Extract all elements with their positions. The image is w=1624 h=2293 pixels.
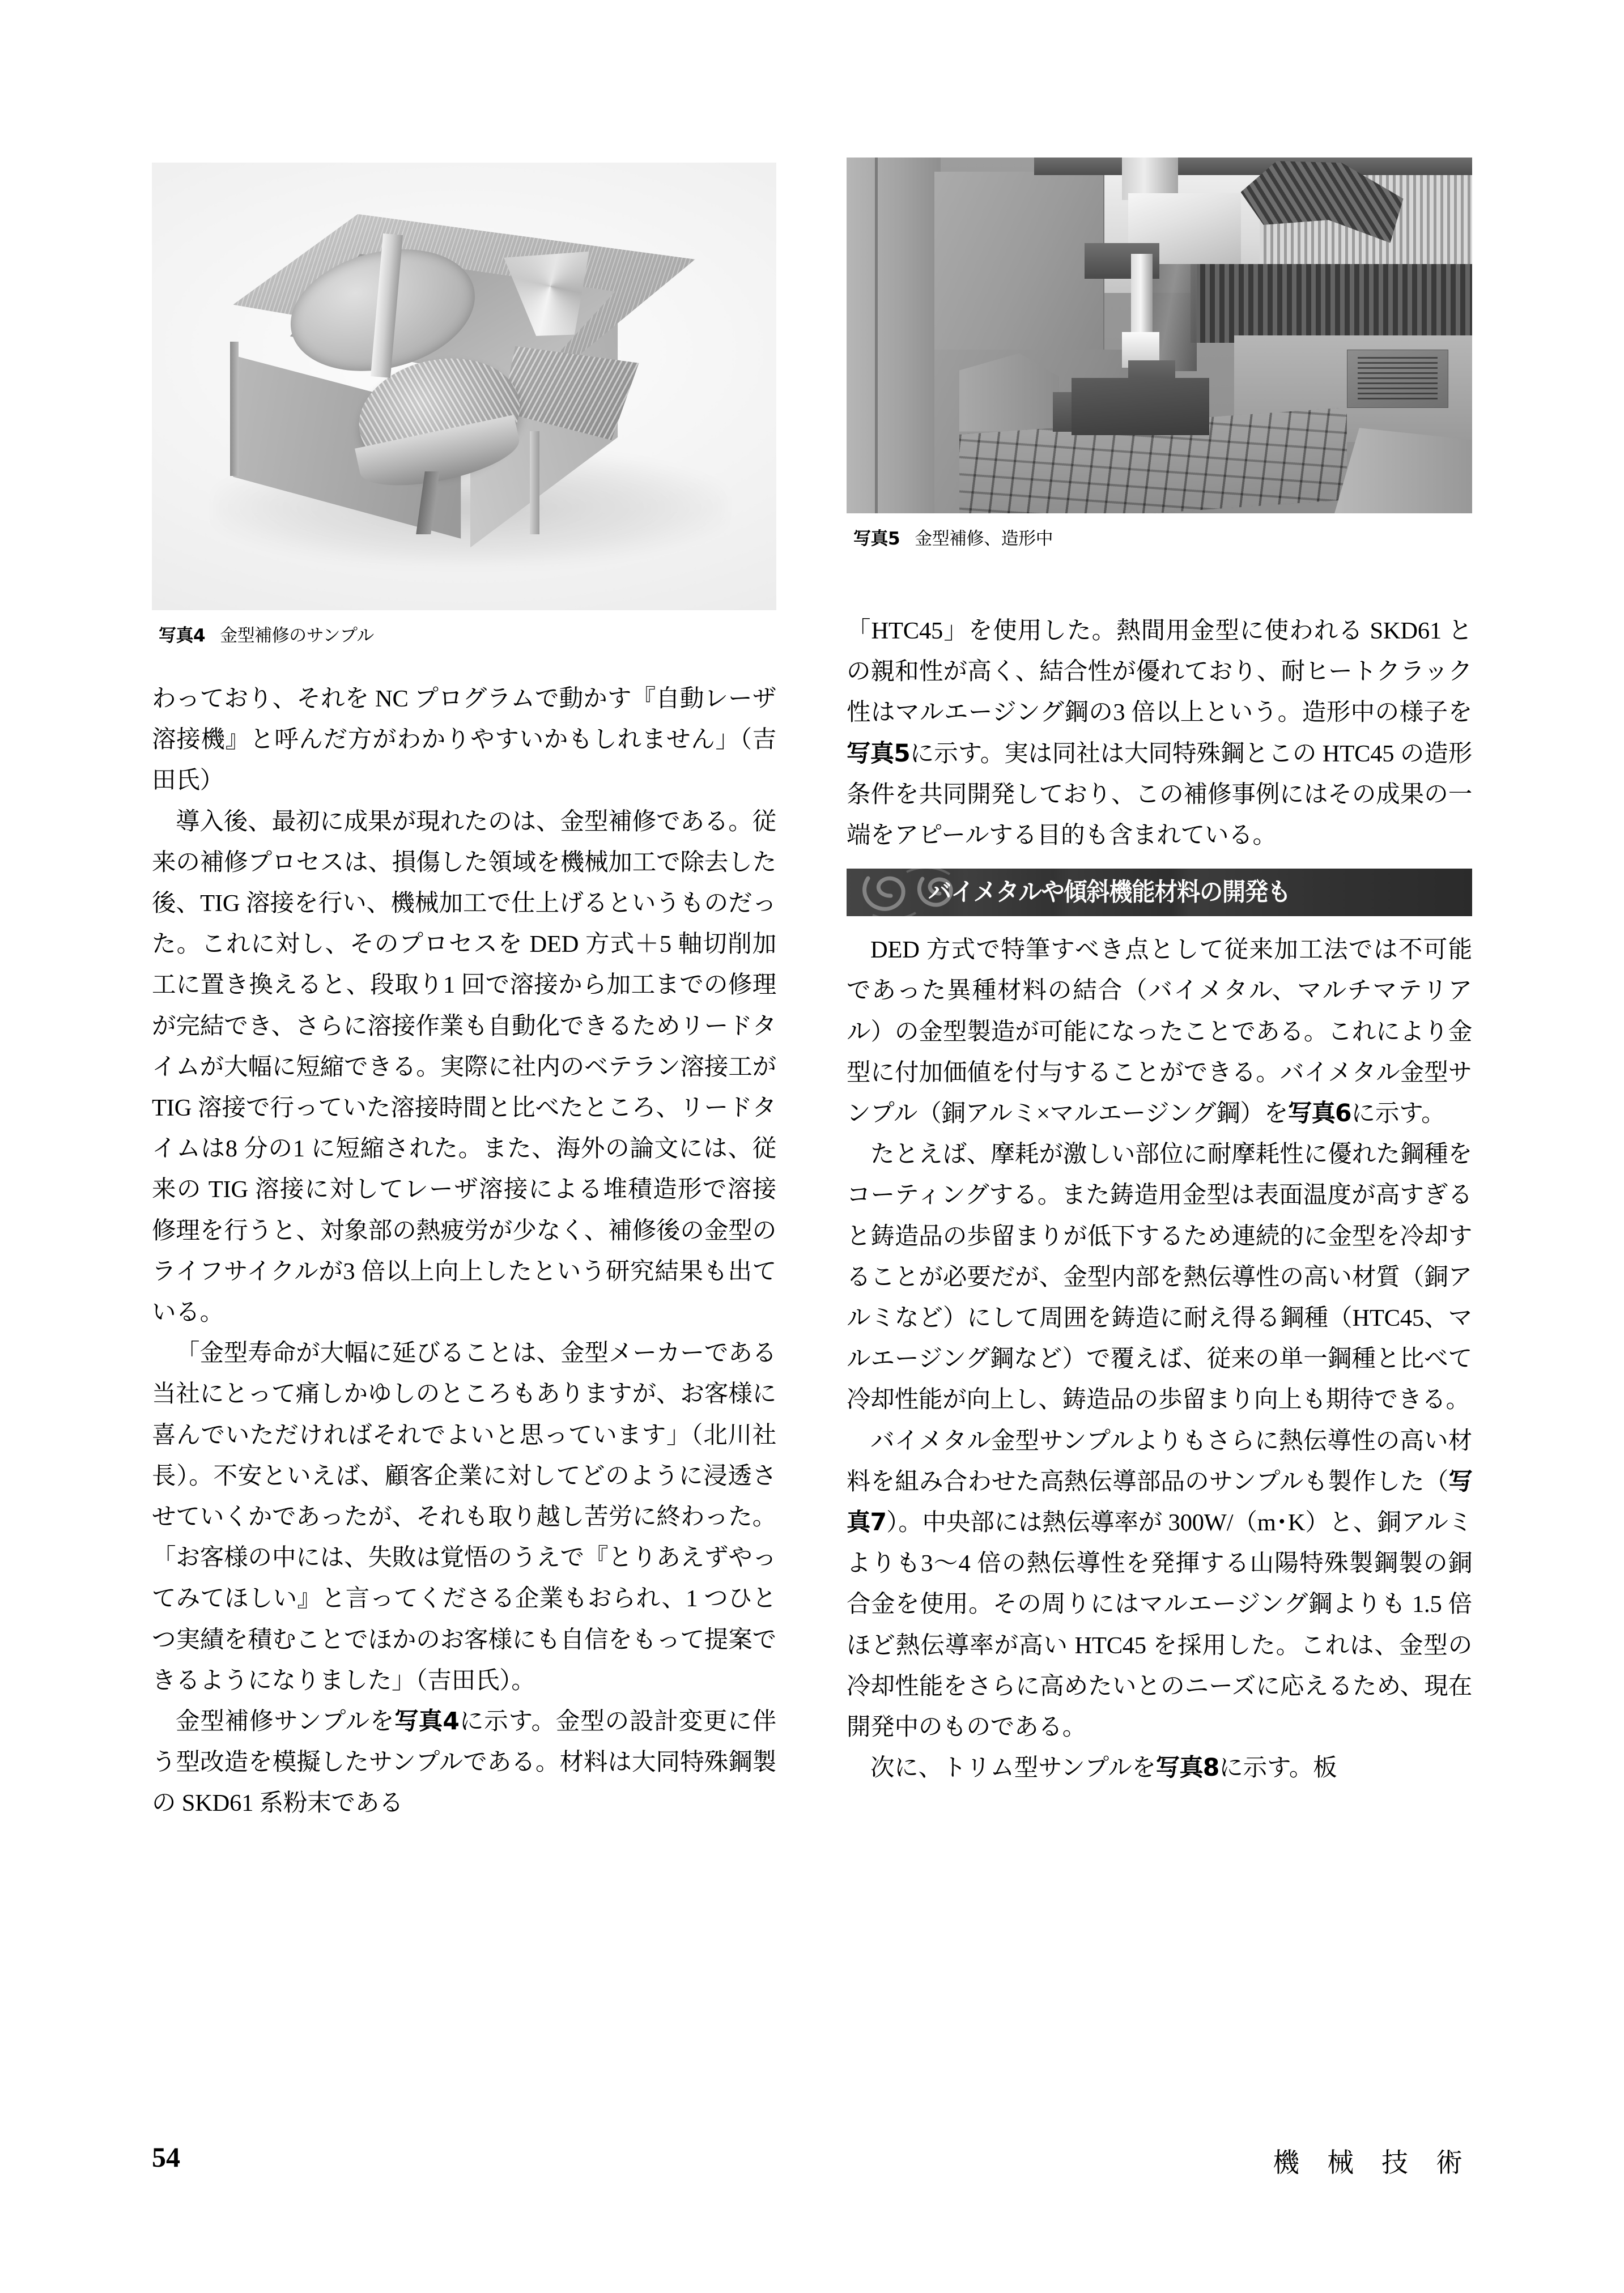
body-text-run: に示す。実は同社は大同特殊鋼とこの HTC45 の造形条件を共同開発しており、この補修事例にはその成果の一端をアピールする目的も含まれている。 <box>847 740 1472 849</box>
machine-axis-bellows <box>1191 264 1472 342</box>
body-text-run: ）。中央部には熱伝導率が 300W/（m･K）と、銅アルミよりも3～4 倍の熱伝導性を発揮する山陽特殊製鋼製の銅合金を使用。その周りにはマルエージング鋼よりも 1.5 倍ほど熱伝導率が高い HTC45 を採用した。これは、金型の冷却性能をさらに高めたいとのニーズに応えるため、現在開発中のものである。 <box>847 1509 1472 1741</box>
photo4-die-block <box>152 163 776 610</box>
die-left-edge <box>230 342 239 476</box>
photo4-image <box>152 163 776 610</box>
body-paragraph <box>152 802 776 1334</box>
section-header-banner <box>847 869 1472 916</box>
figure-photo4 <box>152 163 776 647</box>
body-text-run: 導入後、最初に成果が現れたのは、金型補修である。従来の補修プロセスは、損傷した領域を機械加工で除去した後、TIG 溶接を行い、機械加工で仕上げるというものだった。これに対し、そのプロセスを DED 方式＋5 軸切削加工に置き換えると、段取り1 回で溶接から加工までの修理が完結でき、さらに溶接作業も自動化できるためリードタイムが大幅に短縮できる。実際に社内のベテラン溶接工が TIG 溶接で行っていた溶接時間と比べたところ、リードタイムは8 分の1 に短縮された。また、海外の論文には、従来の TIG 溶接に対してレーザ溶接による堆積造形で溶接修理を行うと、対象部の熱疲労が少なく、補修後の金型のライフサイクルが3 倍以上向上したという研究結果も出ている。 <box>152 808 776 1326</box>
footer-magazine-title: 機 械 技 術 <box>1273 2147 1472 2179</box>
body-text-run: DED 方式で特筆すべき点として従来加工法では不可能であった異種材料の結合（バイメタル、マルチマテリアル）の金型製造が可能になったことである。これにより金型に付加価値を付与することができる。バイメタル金型サンプル（銅アルミ×マルエージング鋼）を <box>847 937 1472 1128</box>
body-text-run: たとえば、摩耗が激しい部位に耐摩耗性に優れた鋼種をコーティングする。また鋳造用金型は表面温度が高すぎると鋳造品の歩留まりが低下するため連続的に金型を冷却することが必要だが、金型内部を熱伝導性の高い材質（銅アルミなど）にして周囲を鋳造に耐え得る鋼種（HTC45、マルエージング鋼など）で覆えば、従来の単一鋼種と比べて冷却性能が向上し、鋳造品の歩留まり向上も期待できる。 <box>847 1141 1472 1414</box>
section-header-title: バイメタルや傾斜機能材料の開発も <box>928 878 1290 907</box>
body-text-right-column <box>847 611 1472 1789</box>
body-paragraph <box>847 1134 1472 1420</box>
workpiece-fixture <box>1072 378 1209 435</box>
photo4-caption <box>152 625 776 647</box>
body-text-run: 「HTC45」を使用した。熱間用金型に使われる SKD61 との親和性が高く、結合性が優れており、耐ヒートクラック性はマルエージング鋼の3 倍以上という。造形中の様子を <box>847 618 1472 726</box>
figure-reference: 写真6 <box>1288 1100 1351 1128</box>
die-right-edge <box>530 431 540 534</box>
photo5-caption <box>847 528 1472 550</box>
body-paragraph <box>152 1701 776 1824</box>
figure-reference: 写真4 <box>394 1708 459 1736</box>
machine-nameplate <box>1347 350 1448 407</box>
body-paragraph <box>847 1421 1472 1749</box>
body-paragraph <box>847 930 1472 1134</box>
photo5-caption-text: 金型補修、造形中 <box>915 529 1053 549</box>
body-text-run: バイメタル金型サンプルよりもさらに熱伝導性の高い材料を組み合わせた高熱伝導部品のサンプルも製作した（ <box>847 1427 1472 1495</box>
page-number: 54 <box>152 2141 180 2173</box>
body-text-run: に示す。 <box>1351 1100 1446 1128</box>
machine-nameplate-text <box>1358 357 1438 400</box>
body-text-run: に示す。金型の設計変更に伴う型改造を模擬したサンプルである。材料は大同特殊鋼製の SKD61 系粉末である <box>152 1708 776 1817</box>
machine-door-upper <box>934 172 1104 357</box>
figure-photo5 <box>847 158 1472 550</box>
body-text-run: 金型補修サンプルを <box>176 1708 395 1735</box>
machine-top-beam <box>1034 158 1472 175</box>
figure-reference: 写真8 <box>1155 1754 1219 1783</box>
body-text-run: に示す。板 <box>1219 1755 1337 1782</box>
photo5-caption-label: 写真5 <box>853 529 900 549</box>
figure-reference: 写真7 <box>847 1467 1472 1537</box>
photo4-caption-text: 金型補修のサンプル <box>220 626 374 646</box>
figure-reference: 写真5 <box>847 739 910 768</box>
body-paragraph <box>152 1333 776 1701</box>
body-text-run: 次に、トリム型サンプルを <box>870 1755 1156 1782</box>
body-text-run: 「金型寿命が大幅に延びることは、金型メーカーである当社にとって痛しかゆしのところもありますが、お客様に喜んでいただければそれでよいと思っています」（北川社長）。不安といえば、顧客企業に対してどのように浸透させていくかであったが、それも取り越し苦労に終わった。「お客様の中には、失敗は覚悟のうえで『とりあえずやってみてほしい』と言ってくださる企業もおられ、1 つひとつ実績を積むことでほかのお客様にも自信をもって提案できるようになりました」（吉田氏）。 <box>152 1340 776 1694</box>
machine-left-panel-edge <box>875 158 878 513</box>
body-text-left-column <box>152 679 776 1824</box>
body-paragraph <box>847 611 1472 856</box>
body-paragraph <box>847 1748 1472 1789</box>
body-paragraph <box>152 679 776 802</box>
photo5-image <box>847 158 1472 513</box>
body-text-run: わっており、それを NC プログラムで動かす『自動レーザ溶接機』と呼んだ方がわかりやすいかもしれません」（吉田氏） <box>152 686 776 794</box>
photo4-caption-label: 写真4 <box>159 626 206 646</box>
machine-left-panel <box>847 158 941 513</box>
